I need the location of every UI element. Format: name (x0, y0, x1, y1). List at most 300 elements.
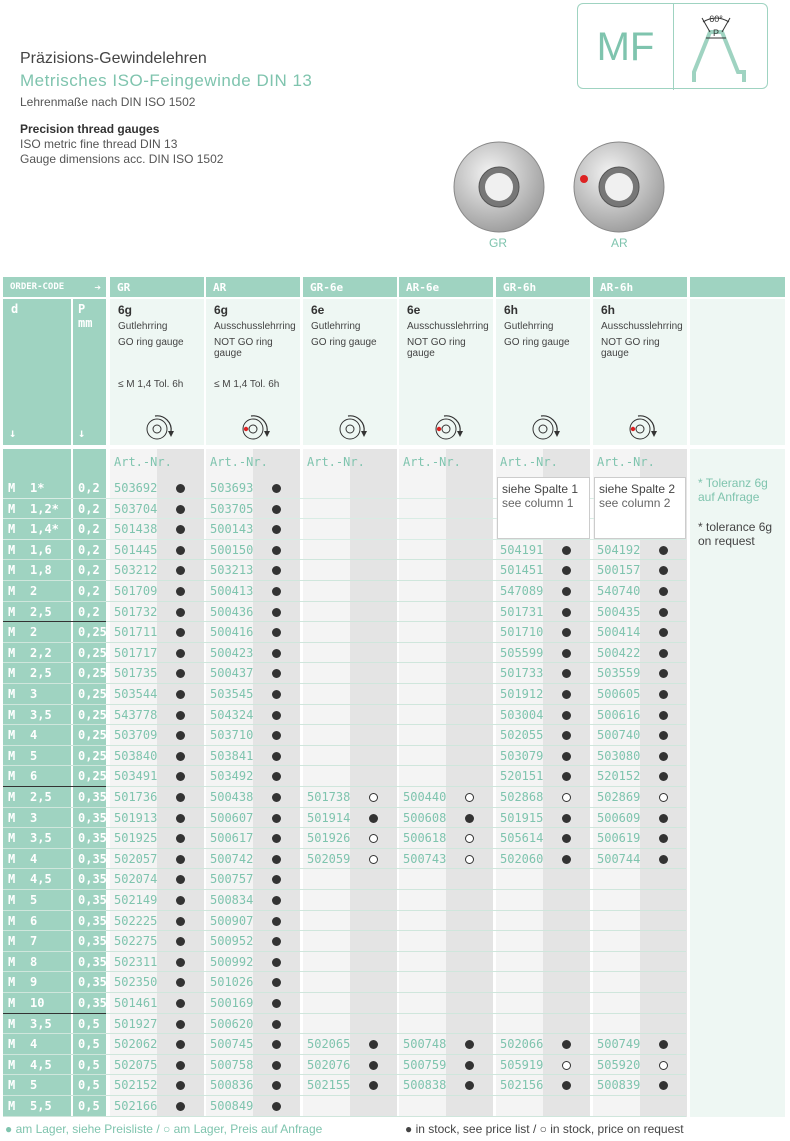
thread-diameter: 4,5 (30, 872, 52, 887)
article-number[interactable]: 500414 (597, 625, 641, 640)
article-number[interactable]: 500616 (597, 707, 641, 722)
title-de: Präzisions-Gewindelehren (20, 50, 207, 67)
article-number[interactable]: 500422 (597, 645, 641, 660)
see-column-1-en: see column 1 (502, 496, 574, 510)
thread-pitch: 0,35 (78, 872, 107, 887)
article-number[interactable]: 500849 (210, 1099, 254, 1113)
thread-diameter: 4,5 (30, 1057, 52, 1072)
article-number[interactable]: 500437 (210, 666, 254, 681)
article-number[interactable]: 502066 (500, 1037, 544, 1052)
note-tolerance-en: * tolerance 6g on request (698, 520, 773, 548)
thread-prefix: M (8, 1099, 16, 1113)
column-description-gr-6e (303, 299, 397, 445)
thread-diameter: 2,2 (30, 645, 52, 660)
article-number[interactable]: 501738 (307, 790, 351, 804)
see-column-2-de: siehe Spalte 2 (599, 482, 676, 496)
article-number[interactable]: 501914 (307, 810, 351, 825)
thread-pitch: 0,2 (78, 584, 100, 598)
price-on-request-dot (562, 793, 571, 802)
article-number[interactable]: 503840 (114, 748, 158, 763)
thread-pitch: 0,2 (78, 522, 100, 537)
article-number[interactable]: 501913 (114, 810, 158, 825)
thread-diameter: 7 (30, 934, 38, 949)
article-number[interactable]: 503544 (114, 687, 158, 701)
in-stock-dot (272, 814, 281, 823)
gauge-type-de: Gutlehrring (311, 321, 361, 332)
article-number[interactable]: 500150 (210, 542, 254, 557)
article-number[interactable]: 500436 (210, 604, 254, 619)
in-stock-dot (659, 752, 668, 761)
article-number[interactable]: 500416 (210, 625, 254, 640)
column-description-gr (110, 299, 204, 445)
column-code: GR-6h (503, 280, 537, 294)
thread-pitch: 0,25 (78, 769, 107, 784)
article-number[interactable]: 501915 (500, 810, 544, 825)
article-number[interactable]: 502057 (114, 851, 158, 866)
thread-pitch: 0,25 (78, 687, 107, 701)
article-number[interactable]: 500413 (210, 584, 254, 598)
article-number[interactable]: 501461 (114, 996, 158, 1010)
notgo-ring-image (572, 140, 667, 235)
thread-prefix: M (8, 625, 16, 640)
article-number[interactable]: 501732 (114, 604, 158, 619)
in-stock-dot (176, 855, 185, 864)
in-stock-dot (176, 484, 185, 493)
in-stock-dot (272, 752, 281, 761)
in-stock-dot (659, 855, 668, 864)
in-stock-dot (176, 814, 185, 823)
article-number[interactable]: 503491 (114, 769, 158, 784)
article-number[interactable]: 502055 (500, 728, 544, 743)
thread-diameter: 4 (30, 728, 38, 743)
in-stock-dot (176, 999, 185, 1008)
article-number[interactable]: 503704 (114, 501, 158, 516)
in-stock-dot (562, 608, 571, 617)
in-stock-dot (465, 1061, 474, 1070)
column-header-gr-6e (303, 277, 397, 297)
in-stock-dot (176, 1020, 185, 1029)
article-number[interactable]: 500423 (210, 645, 254, 660)
article-number[interactable]: 503841 (210, 748, 254, 763)
thread-prefix: M (8, 913, 16, 928)
article-number[interactable]: 503080 (597, 748, 641, 763)
thread-pitch: 0,35 (78, 954, 107, 969)
thread-pitch: 0,2 (78, 542, 100, 557)
in-stock-dot (272, 917, 281, 926)
article-number[interactable]: 500617 (210, 831, 254, 846)
thread-diameter: 5,5 (30, 1099, 52, 1113)
article-number[interactable]: 520152 (597, 769, 641, 784)
thread-diameter: 2 (30, 584, 38, 598)
go-rotation-icon (336, 413, 372, 443)
in-stock-dot (272, 1020, 281, 1029)
article-number[interactable]: 502074 (114, 872, 158, 887)
article-number[interactable]: 501445 (114, 542, 158, 557)
thread-pitch: 0,2 (78, 604, 100, 619)
article-number[interactable]: 500607 (210, 810, 254, 825)
in-stock-dot (176, 505, 185, 514)
thread-pitch: 0,35 (78, 913, 107, 928)
article-number[interactable]: 500952 (210, 934, 254, 949)
article-number[interactable]: 501026 (210, 975, 254, 990)
article-number[interactable]: 502868 (500, 790, 544, 804)
d-header (3, 299, 71, 445)
article-number[interactable]: 500748 (403, 1037, 447, 1052)
article-number[interactable]: 502225 (114, 913, 158, 928)
notgo-ring-label: AR (611, 236, 628, 250)
column-description-ar-6e (399, 299, 493, 445)
thread-prefix: M (8, 645, 16, 660)
article-number[interactable]: 501926 (307, 831, 351, 846)
thread-pitch: 0,35 (78, 831, 107, 846)
thread-prefix: M (8, 481, 16, 495)
article-number[interactable]: 501925 (114, 831, 158, 846)
article-number[interactable]: 502166 (114, 1099, 158, 1113)
arrow-down-icon: ↓ (9, 426, 17, 440)
go-rotation-icon (529, 413, 565, 443)
article-number[interactable]: 504191 (500, 542, 544, 557)
row-separator (3, 559, 686, 560)
thread-prefix: M (8, 769, 16, 784)
thread-prefix: M (8, 748, 16, 763)
row-separator (3, 1116, 686, 1117)
d-label: d (11, 302, 19, 316)
gauge-type-de: Gutlehrring (118, 321, 168, 332)
article-number[interactable]: 504192 (597, 542, 641, 557)
price-on-request-dot (369, 855, 378, 864)
tolerance-label: 6h (504, 303, 519, 317)
article-number[interactable]: 504324 (210, 707, 254, 722)
article-number[interactable]: 503693 (210, 481, 254, 495)
article-number[interactable]: 503004 (500, 707, 544, 722)
thread-prefix: M (8, 872, 16, 887)
column-header-ar-6e (399, 277, 493, 297)
article-number[interactable]: 500836 (210, 1078, 254, 1093)
thread-prefix: M (8, 563, 16, 578)
thread-badge (577, 3, 768, 89)
article-number[interactable]: 501912 (500, 687, 544, 701)
gauge-type-en: GO ring gauge (311, 337, 377, 348)
gauge-type-en: NOT GO ring gauge (407, 337, 466, 359)
column-code: AR-6h (600, 280, 634, 294)
article-number[interactable]: 502076 (307, 1057, 351, 1072)
notes-header-body (690, 299, 785, 445)
article-number[interactable]: 500742 (210, 851, 254, 866)
see-column-1-de: siehe Spalte 1 (502, 482, 579, 496)
article-number[interactable]: 503545 (210, 687, 254, 701)
article-number[interactable]: 502311 (114, 954, 158, 969)
thread-diameter: 9 (30, 975, 38, 990)
in-stock-dot (176, 608, 185, 617)
column-header-gr (110, 277, 204, 297)
article-number[interactable]: 500143 (210, 522, 254, 537)
group-separator (3, 621, 106, 622)
in-stock-dot (659, 587, 668, 596)
in-stock-dot (176, 1061, 185, 1070)
article-number[interactable]: 502156 (500, 1078, 544, 1093)
article-number[interactable]: 547089 (500, 584, 544, 598)
in-stock-dot (272, 855, 281, 864)
article-number[interactable]: 500609 (597, 810, 641, 825)
in-stock-dot (562, 587, 571, 596)
article-number[interactable]: 501736 (114, 790, 158, 804)
article-number[interactable]: 501927 (114, 1016, 158, 1031)
gauge-type-en: GO ring gauge (118, 337, 184, 348)
in-stock-dot (176, 1102, 185, 1111)
in-stock-dot (272, 505, 281, 514)
thread-pitch: 0,2 (78, 481, 100, 495)
gauge-type-de: Ausschusslehrring (601, 321, 683, 332)
column-code: AR-6e (406, 280, 440, 294)
article-number[interactable]: 501710 (500, 625, 544, 640)
article-number[interactable]: 500740 (597, 728, 641, 743)
thread-pitch: 0,25 (78, 707, 107, 722)
article-number[interactable]: 501451 (500, 563, 544, 578)
thread-prefix: M (8, 604, 16, 619)
in-stock-dot (272, 484, 281, 493)
article-number[interactable]: 501711 (114, 625, 158, 640)
order-code-label: ORDER-CODE (10, 282, 65, 292)
article-number[interactable]: 503492 (210, 769, 254, 784)
thread-pitch: 0,25 (78, 666, 107, 681)
art-nr-label: Art.-Nr. (210, 455, 268, 469)
article-number[interactable]: 503213 (210, 563, 254, 578)
thread-prefix: M (8, 934, 16, 949)
article-number[interactable]: 500618 (403, 831, 447, 846)
thread-pitch: 0,5 (78, 1037, 100, 1052)
thread-pitch: 0,35 (78, 851, 107, 866)
thread-diameter: 1,8 (30, 563, 52, 578)
thread-diameter: 3,5 (30, 831, 52, 846)
article-number[interactable]: 500435 (597, 604, 641, 619)
thread-diameter: 2,5 (30, 790, 52, 804)
thread-prefix: M (8, 522, 16, 537)
article-number[interactable]: 503710 (210, 728, 254, 743)
column-header-ar-6h (593, 277, 687, 297)
in-stock-dot (659, 608, 668, 617)
thread-pitch: 0,2 (78, 563, 100, 578)
in-stock-dot (176, 587, 185, 596)
in-stock-dot (659, 546, 668, 555)
in-stock-dot (562, 752, 571, 761)
article-number[interactable]: 500743 (403, 851, 447, 866)
article-number[interactable]: 500745 (210, 1037, 254, 1052)
article-number[interactable]: 503079 (500, 748, 544, 763)
article-number[interactable]: 500749 (597, 1037, 641, 1052)
article-number[interactable]: 500744 (597, 851, 641, 866)
article-number[interactable]: 502149 (114, 893, 158, 907)
article-number[interactable]: 500758 (210, 1057, 254, 1072)
thread-pitch: 0,35 (78, 893, 107, 907)
thread-pitch: 0,35 (78, 810, 107, 825)
thread-diameter: 4 (30, 851, 38, 866)
article-number[interactable]: 502152 (114, 1078, 158, 1093)
group-separator (3, 786, 106, 787)
article-number[interactable]: 500620 (210, 1016, 254, 1031)
in-stock-dot (369, 814, 378, 823)
thread-diameter: 4 (30, 1037, 38, 1052)
column-description-gr-6h (496, 299, 590, 445)
column-bg (303, 449, 350, 1117)
in-stock-dot (272, 1102, 281, 1111)
article-number[interactable]: 501717 (114, 645, 158, 660)
in-stock-dot (562, 711, 571, 720)
thread-diameter: 3 (30, 687, 38, 701)
thread-prefix: M (8, 1016, 16, 1031)
notgo-rotation-icon (239, 413, 275, 443)
article-number[interactable]: 543778 (114, 707, 158, 722)
article-number[interactable]: 502059 (307, 851, 351, 866)
article-number[interactable]: 500619 (597, 831, 641, 846)
article-number[interactable]: 502275 (114, 934, 158, 949)
title-en: Precision thread gauges (20, 122, 160, 136)
column-description-ar (206, 299, 300, 445)
row-separator (3, 580, 686, 581)
article-number[interactable]: 500438 (210, 790, 254, 804)
article-number[interactable]: 500169 (210, 996, 254, 1010)
gauge-type-en: NOT GO ring gauge (214, 337, 273, 359)
article-number[interactable]: 500839 (597, 1078, 641, 1093)
in-stock-dot (659, 814, 668, 823)
article-number[interactable]: 502060 (500, 851, 544, 866)
in-stock-dot (176, 917, 185, 926)
notes-column (690, 449, 785, 1117)
in-stock-dot (176, 690, 185, 699)
thread-diameter: 1,2* (30, 501, 59, 516)
see-column-2-box (594, 477, 686, 539)
article-number[interactable]: 503709 (114, 728, 158, 743)
thread-pitch: 0,35 (78, 934, 107, 949)
in-stock-dot (272, 546, 281, 555)
mm-label: mm (78, 316, 93, 330)
in-stock-dot (369, 1061, 378, 1070)
notgo-rotation-icon (432, 413, 468, 443)
in-stock-dot (562, 855, 571, 864)
column-header-gr-6h (496, 277, 590, 297)
article-number[interactable]: 505599 (500, 645, 544, 660)
thread-diameter: 3 (30, 810, 38, 825)
thread-pitch: 0,25 (78, 748, 107, 763)
see-column-2-en: see column 2 (599, 496, 671, 510)
tolerance-label: 6e (407, 303, 421, 317)
in-stock-dot (176, 752, 185, 761)
column-bg (446, 449, 493, 1117)
in-stock-dot (272, 793, 281, 802)
tolerance-note: ≤ M 1,4 Tol. 6h (118, 379, 184, 390)
article-number[interactable]: 500440 (403, 790, 447, 804)
thread-pitch: 0,35 (78, 996, 107, 1010)
art-nr-label: Art.-Nr. (597, 455, 655, 469)
article-number[interactable]: 520151 (500, 769, 544, 784)
article-number[interactable]: 502155 (307, 1078, 351, 1093)
tolerance-label: 6h (601, 303, 616, 317)
article-number[interactable]: 502062 (114, 1037, 158, 1052)
legend-en: ● in stock, see price list / ○ in stock, price on request (405, 1122, 684, 1136)
article-number[interactable]: 500757 (210, 872, 254, 887)
article-number[interactable]: 501733 (500, 666, 544, 681)
in-stock-dot (176, 546, 185, 555)
thread-diameter: 8 (30, 954, 38, 969)
thread-pitch: 0,5 (78, 1078, 100, 1093)
in-stock-dot (176, 793, 185, 802)
thread-diameter: 1,6 (30, 542, 52, 557)
article-number[interactable]: 503692 (114, 481, 158, 495)
in-stock-dot (272, 999, 281, 1008)
thread-prefix: M (8, 666, 16, 681)
art-nr-label: Art.-Nr. (403, 455, 461, 469)
thread-prefix: M (8, 810, 16, 825)
group-separator (3, 1013, 106, 1014)
in-stock-dot (176, 711, 185, 720)
in-stock-dot (272, 587, 281, 596)
thread-prefix: M (8, 790, 16, 804)
article-number[interactable]: 505920 (597, 1057, 641, 1072)
thread-diameter: 5 (30, 893, 38, 907)
thread-pitch: 0,35 (78, 975, 107, 990)
notes-header (690, 277, 785, 297)
badge-code: MF (578, 4, 674, 90)
thread-prefix: M (8, 707, 16, 722)
article-number[interactable]: 500907 (210, 913, 254, 928)
article-number[interactable]: 502075 (114, 1057, 158, 1072)
column-code: GR (117, 280, 131, 294)
thread-prefix: M (8, 851, 16, 866)
article-number[interactable]: 500608 (403, 810, 447, 825)
thread-diameter: 1,4* (30, 522, 59, 537)
article-number[interactable]: 500759 (403, 1057, 447, 1072)
go-ring-label: GR (489, 236, 507, 250)
article-number[interactable]: 500605 (597, 687, 641, 701)
badge-angle: 60° (709, 14, 723, 24)
in-stock-dot (176, 649, 185, 658)
article-number[interactable]: 501709 (114, 584, 158, 598)
in-stock-dot (562, 546, 571, 555)
article-number[interactable]: 503705 (210, 501, 254, 516)
in-stock-dot (272, 690, 281, 699)
column-header-ar (206, 277, 300, 297)
article-number[interactable]: 503212 (114, 563, 158, 578)
thread-pitch: 0,25 (78, 645, 107, 660)
article-number[interactable]: 505614 (500, 831, 544, 846)
in-stock-dot (465, 814, 474, 823)
price-on-request-dot (659, 793, 668, 802)
article-number[interactable]: 501735 (114, 666, 158, 681)
article-number[interactable]: 500834 (210, 893, 254, 907)
thread-pitch: 0,25 (78, 625, 107, 640)
article-number[interactable]: 501731 (500, 604, 544, 619)
thread-prefix: M (8, 996, 16, 1010)
in-stock-dot (272, 711, 281, 720)
article-number[interactable]: 505919 (500, 1057, 544, 1072)
badge-pitch: P (712, 28, 720, 38)
article-number[interactable]: 503559 (597, 666, 641, 681)
article-number[interactable]: 540740 (597, 584, 641, 598)
order-code-header (3, 277, 106, 297)
go-rotation-icon (143, 413, 179, 443)
p-label: P (78, 302, 86, 316)
article-number[interactable]: 500157 (597, 563, 641, 578)
article-number[interactable]: 501438 (114, 522, 158, 537)
note-tolerance-de: * Toleranz 6g auf Anfrage (698, 476, 768, 504)
article-number[interactable]: 502065 (307, 1037, 351, 1052)
article-number[interactable]: 500838 (403, 1078, 447, 1093)
article-number[interactable]: 500992 (210, 954, 254, 969)
gauge-type-de: Ausschusslehrring (407, 321, 489, 332)
subtitle-de: Metrisches ISO-Feingewinde DIN 13 (20, 71, 313, 90)
article-number[interactable]: 502350 (114, 975, 158, 990)
article-number[interactable]: 502869 (597, 790, 641, 804)
in-stock-dot (562, 649, 571, 658)
